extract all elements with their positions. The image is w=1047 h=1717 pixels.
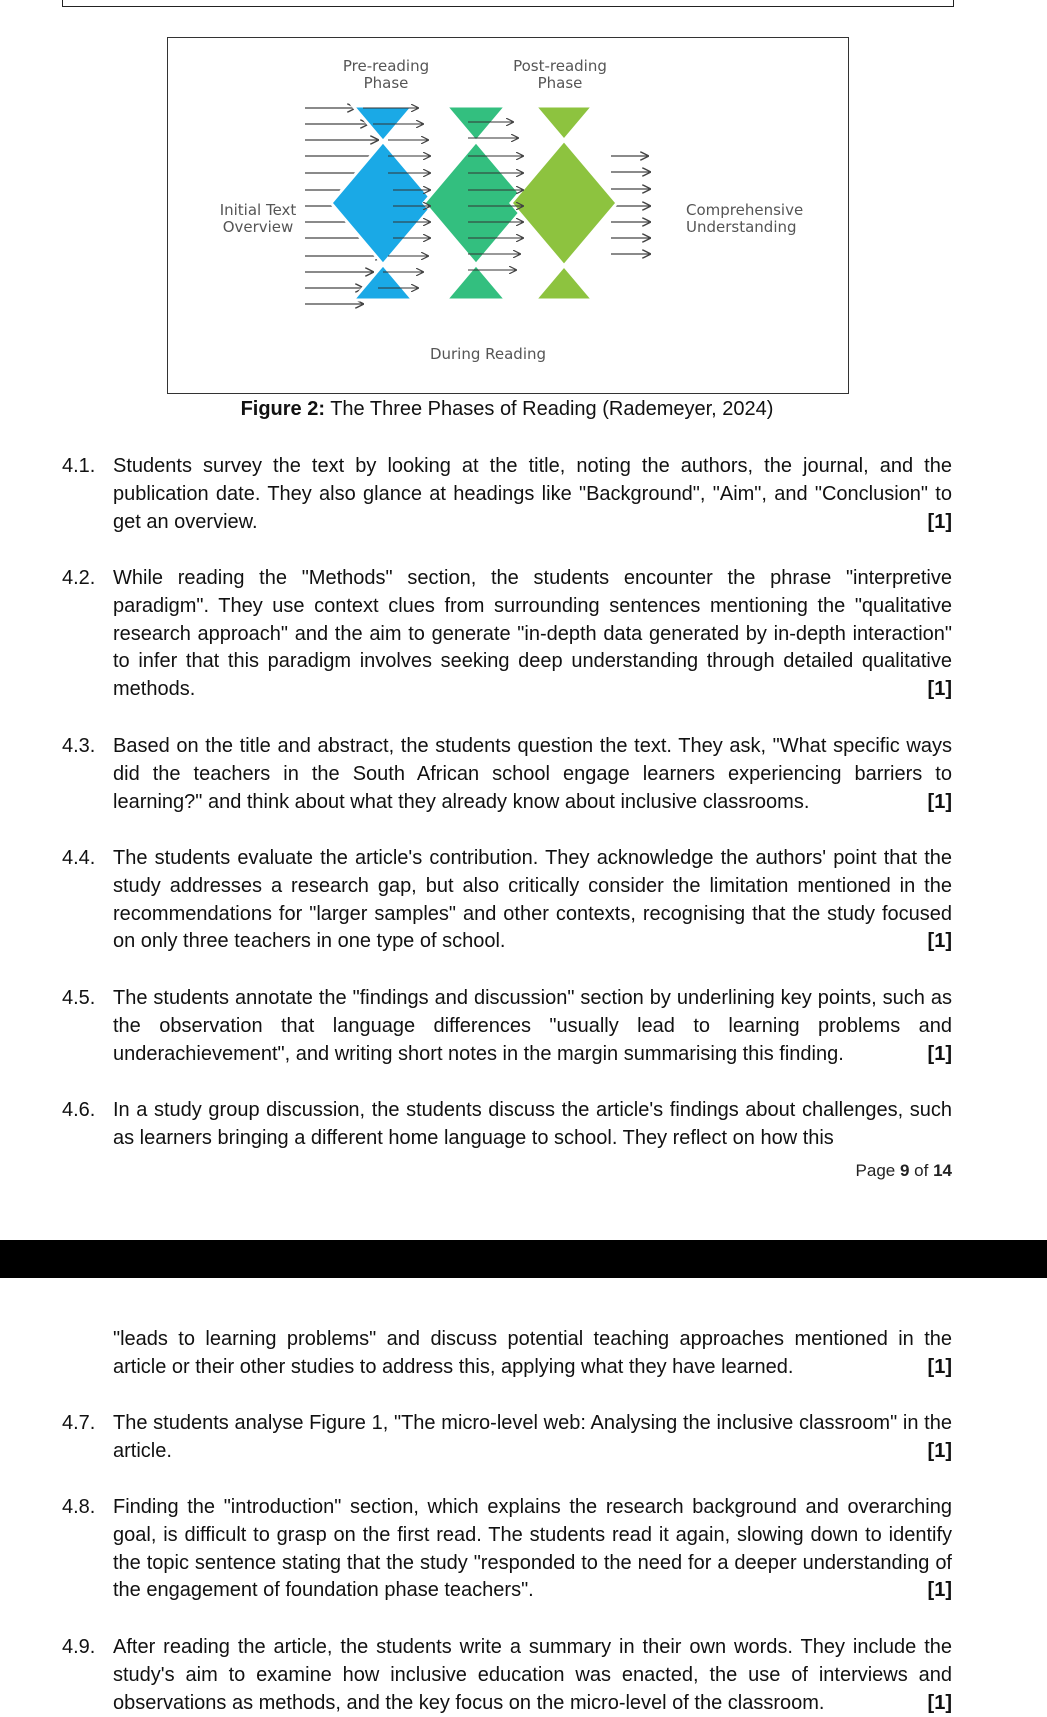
mark-badge: [1]: [927, 1042, 952, 1065]
figure-caption: [167, 398, 847, 421]
previous-table-box: [62, 0, 954, 7]
post-reading-chevron: [511, 106, 617, 300]
mark-badge: [1]: [927, 678, 952, 701]
question-4-8: 4.8. Finding the "introduction" section, which explains the research background and overarching goal, is difficult to grasp on the first read. The students read it again, slowing down to identify the topic sentence stating that the study "responded to the need for a deeper understanding of the engagement of foundation phase teachers". [1]: [62, 1494, 952, 1605]
page-number: Page 9 of 14: [855, 1161, 952, 1180]
question-4-7: 4.7. The students analyse Figure 1, "The micro-level web: Analysing the inclusive classroom" in the article. [1]: [62, 1410, 952, 1466]
question-4-3: 4.3. Based on the title and abstract, the students question the text. They ask, "What specific ways did the teachers in the South African school engage learners experiencing barriers to learning?" and think about what they already know about inclusive classrooms. [1]: [62, 733, 952, 816]
question-4-6-continued: "leads to learning problems" and discuss potential teaching approaches mentioned in the article or their other studies to address this, applying what they have learned. [1]: [62, 1326, 952, 1382]
mark-badge: [1]: [927, 790, 952, 813]
question-4-9: 4.9. After reading the article, the students write a summary in their own words. They include the study's aim to examine how inclusive education was enacted, the use of interviews and observations as methods, and the key focus on the micro-level of the classroom. [1]: [62, 1634, 952, 1717]
post-reading-label: Post-reading Phase: [513, 57, 607, 92]
question-4-1: 4.1. Students survey the text by looking at the title, noting the authors, the journal, and the publication date. They also glance at headings like "Background", "Aim", and "Conclusion" to get an overview. [1]: [62, 453, 952, 536]
reading-phases-figure: [167, 37, 849, 394]
mark-badge: [1]: [927, 1439, 952, 1462]
question-4-2: 4.2. While reading the "Methods" section, the students encounter the phrase "interpretive paradigm". They use context clues from surrounding sentences mentioning the "qualitative research approach" and the aim to generate "in-depth data generated by in-depth interaction" to infer that this paradigm involves seeking deep understanding through detailed qualitative methods. [1]: [62, 565, 952, 704]
mark-badge: [1]: [927, 1691, 952, 1714]
question-4-5: 4.5. The students annotate the "findings and discussion" section by underlining key points, such as the observation that language differences "usually lead to learning problems and underachievement", and writing short notes in the margin summarising this finding. [1]: [62, 985, 952, 1068]
during-reading-label: During Reading: [429, 345, 547, 363]
caption-text: The Three Phases of Reading (Rademeyer, 2024): [325, 398, 774, 420]
pre-reading-label: Pre-reading Phase: [342, 57, 430, 92]
caption-label: Figure 2:: [240, 398, 326, 420]
mark-badge: [1]: [927, 510, 952, 533]
pre-reading-chevron: [331, 106, 435, 300]
question-4-4: 4.4. The students evaluate the article's contribution. They acknowledge the authors' point that the study addresses a research gap, but also critically consider the limitation mentioned in the recommendations for "larger samples" and other contexts, recognising that the study focused on only three teachers in one type of school. [1]: [62, 845, 952, 956]
mark-badge: [1]: [927, 930, 952, 953]
page-separator-bar: [0, 1240, 1047, 1278]
mark-badge: [1]: [927, 1355, 952, 1378]
question-4-6: 4.6. In a study group discussion, the students discuss the article's findings about challenges, such as learners bringing a different home language to school. They reflect on how this: [62, 1099, 952, 1149]
comprehensive-understanding-label: Comprehensive Understanding: [686, 201, 804, 236]
mark-badge: [1]: [927, 1579, 952, 1602]
initial-overview-label: Initial Text Overview: [219, 201, 297, 236]
